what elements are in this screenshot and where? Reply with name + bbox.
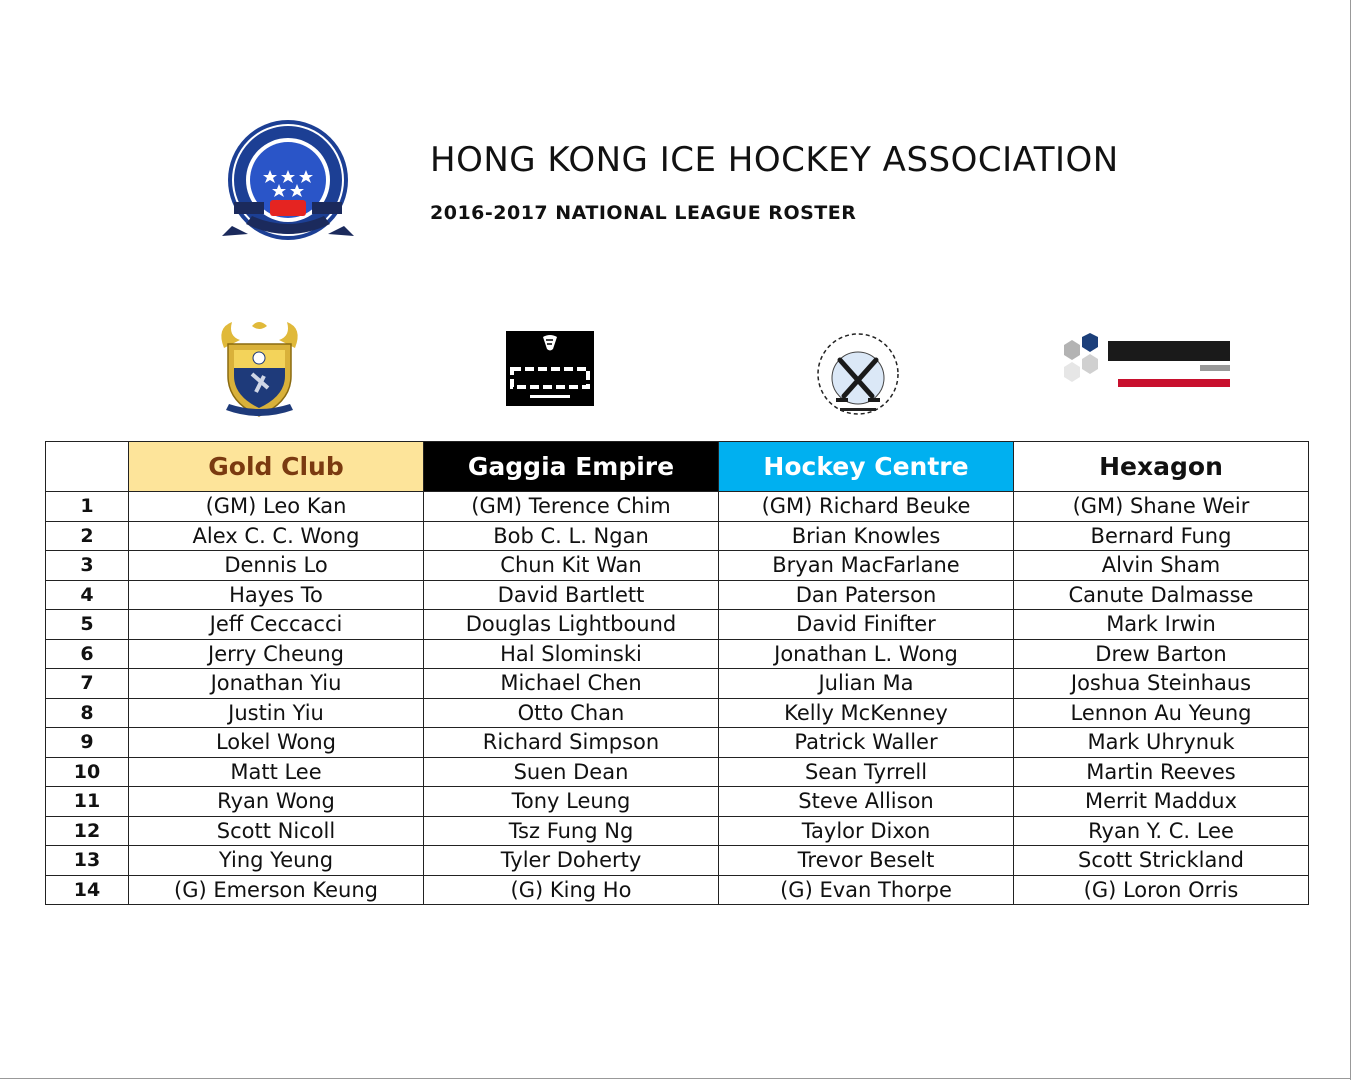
hkiha-nl-seal-icon: [218, 118, 358, 250]
table-row: [46, 610, 1309, 640]
table-row: [46, 492, 1309, 522]
row-number: 3: [46, 551, 129, 581]
table-row: [46, 757, 1309, 787]
player-cell: Tony Leung: [424, 787, 719, 817]
row-number: 12: [46, 816, 129, 846]
row-number: 10: [46, 757, 129, 787]
row-number: 13: [46, 846, 129, 876]
player-cell: Merrit Maddux: [1014, 787, 1309, 817]
table-row: [46, 875, 1309, 905]
player-cell: Joshua Steinhaus: [1014, 669, 1309, 699]
page-border-right: [1350, 0, 1351, 1080]
player-cell: Alex C. C. Wong: [129, 521, 424, 551]
page-subtitle: 2016-2017 NATIONAL LEAGUE ROSTER: [430, 202, 857, 224]
player-cell: Suen Dean: [424, 757, 719, 787]
player-cell: Jeff Ceccacci: [129, 610, 424, 640]
team-header-gaggia-empire: Gaggia Empire: [424, 442, 719, 492]
player-cell: Drew Barton: [1014, 639, 1309, 669]
team-header-hexagon: Hexagon: [1014, 442, 1309, 492]
player-cell: Jonathan Yiu: [129, 669, 424, 699]
row-number: 9: [46, 728, 129, 758]
player-cell: Richard Simpson: [424, 728, 719, 758]
row-number: 7: [46, 669, 129, 699]
player-cell: Steve Allison: [719, 787, 1014, 817]
player-cell: (G) Loron Orris: [1014, 875, 1309, 905]
player-cell: Jerry Cheung: [129, 639, 424, 669]
table-row: [46, 698, 1309, 728]
header-blank-cell: [46, 442, 129, 492]
roster-body: [46, 492, 1309, 905]
player-cell: (G) Emerson Keung: [129, 875, 424, 905]
table-row: [46, 521, 1309, 551]
player-cell: Lennon Au Yeung: [1014, 698, 1309, 728]
row-number: 14: [46, 875, 129, 905]
player-cell: Otto Chan: [424, 698, 719, 728]
player-cell: Mark Irwin: [1014, 610, 1309, 640]
player-cell: Canute Dalmasse: [1014, 580, 1309, 610]
table-row: [46, 846, 1309, 876]
player-cell: (GM) Richard Beuke: [719, 492, 1014, 522]
player-cell: Bob C. L. Ngan: [424, 521, 719, 551]
player-cell: Dan Paterson: [719, 580, 1014, 610]
table-row: [46, 787, 1309, 817]
player-cell: Martin Reeves: [1014, 757, 1309, 787]
table-row: [46, 580, 1309, 610]
table-row: [46, 669, 1309, 699]
row-number: 2: [46, 521, 129, 551]
player-cell: Trevor Beselt: [719, 846, 1014, 876]
player-cell: (G) Evan Thorpe: [719, 875, 1014, 905]
player-cell: (GM) Terence Chim: [424, 492, 719, 522]
table-row: [46, 728, 1309, 758]
team-header-hockey-centre: Hockey Centre: [719, 442, 1014, 492]
ice-hockey-centre-icon: [806, 330, 910, 416]
row-number: 8: [46, 698, 129, 728]
player-cell: Justin Yiu: [129, 698, 424, 728]
table-row: [46, 551, 1309, 581]
player-cell: Tyler Doherty: [424, 846, 719, 876]
team-header-gold-club: Gold Club: [129, 442, 424, 492]
player-cell: Taylor Dixon: [719, 816, 1014, 846]
player-cell: Michael Chen: [424, 669, 719, 699]
player-cell: Matt Lee: [129, 757, 424, 787]
player-cell: Dennis Lo: [129, 551, 424, 581]
player-cell: Sean Tyrrell: [719, 757, 1014, 787]
player-cell: (G) King Ho: [424, 875, 719, 905]
player-cell: Hayes To: [129, 580, 424, 610]
gold-club-crest-icon: [212, 318, 307, 423]
player-cell: David Bartlett: [424, 580, 719, 610]
player-cell: Douglas Lightbound: [424, 610, 719, 640]
row-number: 4: [46, 580, 129, 610]
player-cell: Ryan Y. C. Lee: [1014, 816, 1309, 846]
player-cell: Scott Strickland: [1014, 846, 1309, 876]
player-cell: (GM) Shane Weir: [1014, 492, 1309, 522]
player-cell: Scott Nicoll: [129, 816, 424, 846]
player-cell: Julian Ma: [719, 669, 1014, 699]
row-number: 11: [46, 787, 129, 817]
table-row: [46, 816, 1309, 846]
player-cell: Chun Kit Wan: [424, 551, 719, 581]
player-cell: Ying Yeung: [129, 846, 424, 876]
player-cell: Brian Knowles: [719, 521, 1014, 551]
team-header-row: [46, 442, 1309, 492]
player-cell: Patrick Waller: [719, 728, 1014, 758]
player-cell: Jonathan L. Wong: [719, 639, 1014, 669]
roster-table: [45, 441, 1309, 905]
player-cell: Lokel Wong: [129, 728, 424, 758]
table-row: [46, 639, 1309, 669]
gaggia-milano-icon: [506, 331, 594, 406]
row-number: 6: [46, 639, 129, 669]
player-cell: Ryan Wong: [129, 787, 424, 817]
row-number: 1: [46, 492, 129, 522]
player-cell: Bryan MacFarlane: [719, 551, 1014, 581]
player-cell: Bernard Fung: [1014, 521, 1309, 551]
hexagon-group-icon: [1050, 333, 1240, 393]
player-cell: Mark Uhrynuk: [1014, 728, 1309, 758]
player-cell: Alvin Sham: [1014, 551, 1309, 581]
row-number: 5: [46, 610, 129, 640]
player-cell: David Finifter: [719, 610, 1014, 640]
page-title: HONG KONG ICE HOCKEY ASSOCIATION: [430, 140, 1119, 180]
player-cell: (GM) Leo Kan: [129, 492, 424, 522]
player-cell: Hal Slominski: [424, 639, 719, 669]
player-cell: Kelly McKenney: [719, 698, 1014, 728]
page-border-bottom: [0, 1078, 1351, 1079]
player-cell: Tsz Fung Ng: [424, 816, 719, 846]
